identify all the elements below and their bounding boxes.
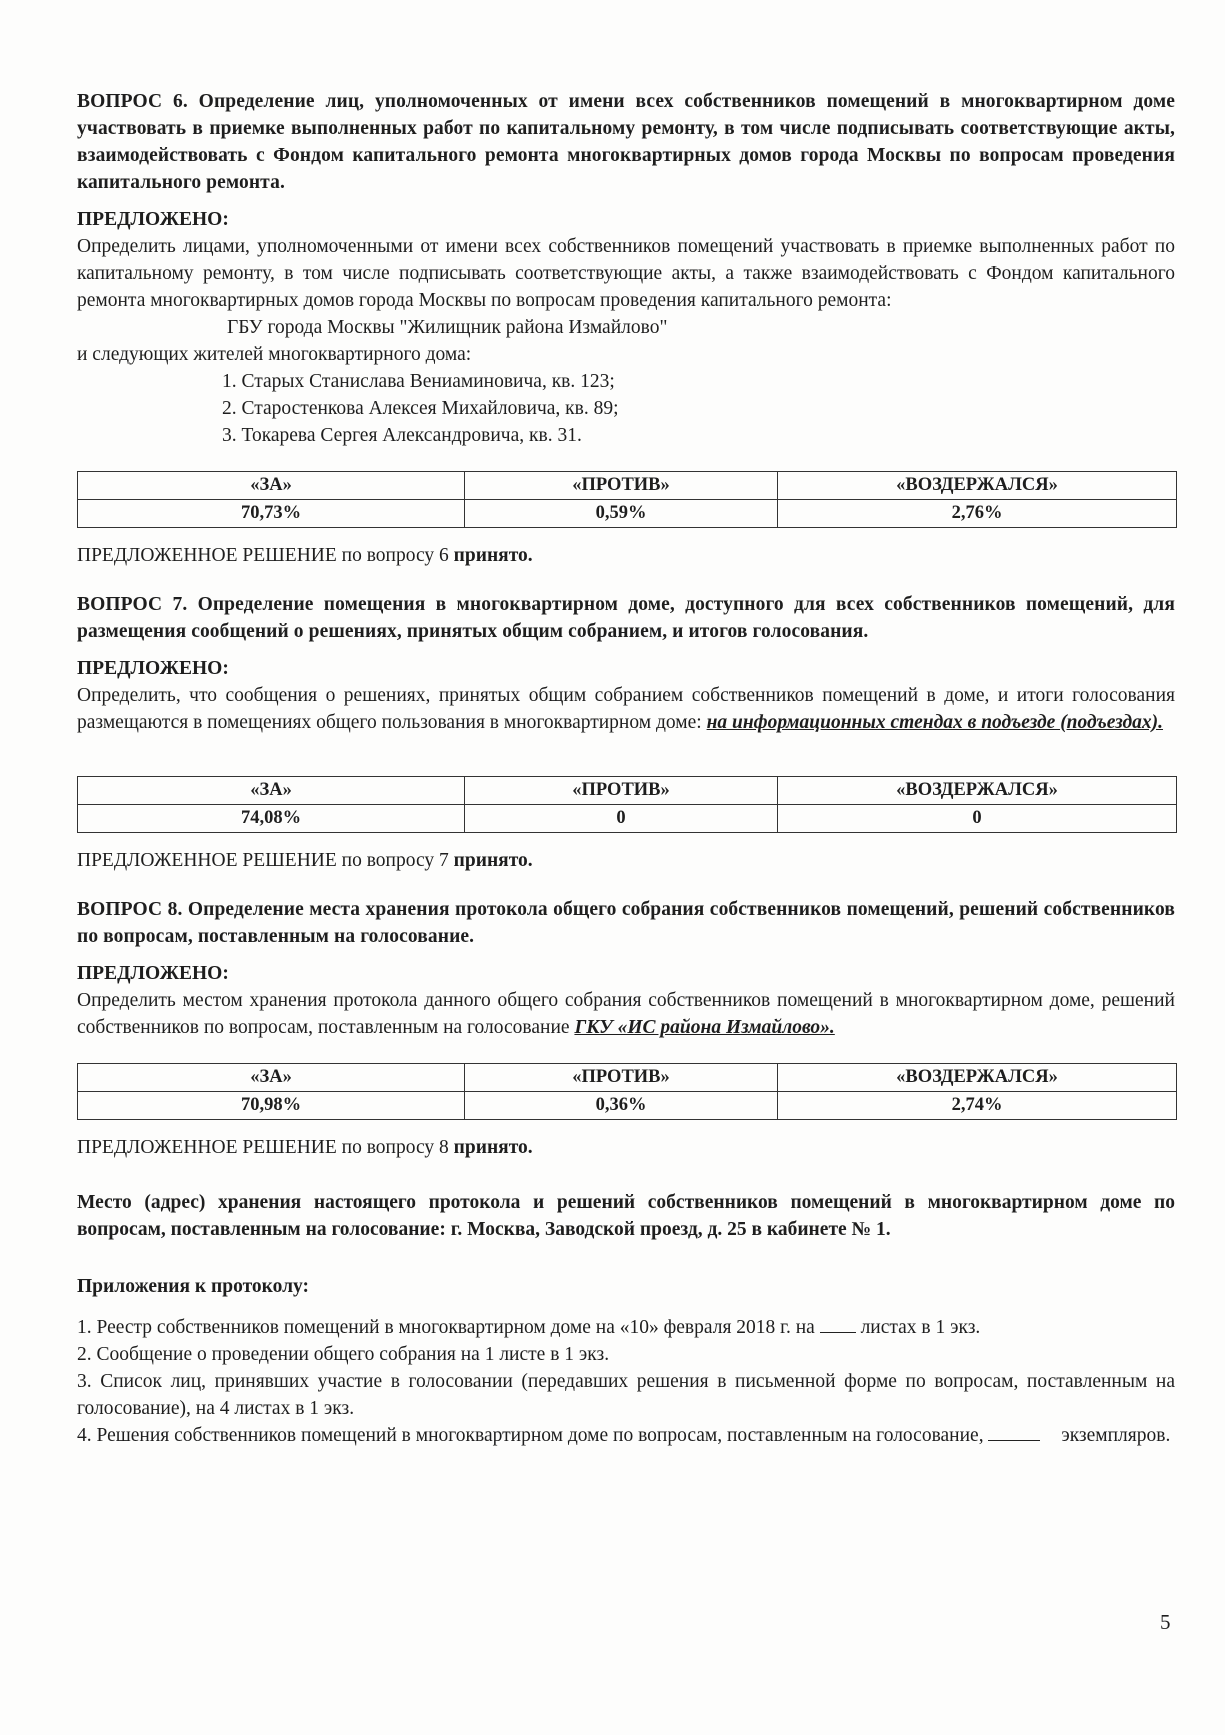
annex-label: Приложения к протоколу: <box>77 1276 310 1297</box>
annex-text: 4. Решения собственников помещений в многоквартирном доме по вопросам, поставленным на голосование, <box>77 1425 984 1446</box>
question-title: Определение помещения в многоквартирном доме, доступного для всех собственников помещений, для размещения сообщений о решениях, принятых общим собранием, и итогов голосования. <box>77 594 1175 642</box>
header-abstained: «ВОЗДЕРЖАЛСЯ» <box>778 1064 1177 1092</box>
decision-prefix: ПРЕДЛОЖЕННОЕ РЕШЕНИЕ по вопросу 8 <box>77 1137 449 1158</box>
header-against: «ПРОТИВ» <box>465 472 778 500</box>
header-against: «ПРОТИВ» <box>465 777 778 805</box>
proposed-label: ПРЕДЛОЖЕНО: <box>77 963 229 984</box>
organization-name: ГБУ города Москвы "Жилищник района Измайлово" <box>227 317 668 338</box>
page-number: 5 <box>1160 1610 1171 1634</box>
proposed-text <box>77 987 1175 1041</box>
header-for: «ЗА» <box>78 472 465 500</box>
resident-item: 2. Старостенкова Алексея Михайловича, кв. 89; <box>222 398 619 419</box>
question-title: Определение лиц, уполномоченных от имени всех собственников помещений в многоквартирном доме участвовать в приемке выполненных работ по капитальному ремонту, в том числе подписывать соответствующие акты, взаимодействовать с Фондом капитального ремонта многоквартирных домов города Москвы по вопросам проведения капитального ремонта. <box>77 91 1176 193</box>
votes-values-row <box>78 1092 1177 1120</box>
annex-list <box>77 1314 1175 1449</box>
question-6 <box>77 88 1175 569</box>
decision-result: принято. <box>453 850 533 871</box>
votes-table-q8 <box>77 1063 1177 1120</box>
value-abstained: 2,74% <box>778 1092 1177 1120</box>
decision-prefix: ПРЕДЛОЖЕННОЕ РЕШЕНИЕ по вопросу 7 <box>77 850 449 871</box>
annex-text: экземпляров. <box>1061 1425 1171 1446</box>
document-page <box>77 88 1175 1449</box>
annex-item: 3. Список лиц, принявших участие в голосовании (передавших решения в письменной форме по вопросам, поставленным на голосование), на 4 листах в 1 экз. <box>77 1371 1175 1419</box>
question-number: ВОПРОС 7. <box>77 594 188 615</box>
value-abstained: 0 <box>778 805 1177 833</box>
votes-header-row <box>78 777 1177 805</box>
value-for: 70,98% <box>78 1092 465 1120</box>
decision-line <box>77 542 1175 569</box>
storage-statement: Место (адрес) хранения настоящего протокола и решений собственников помещений в многоквартирном доме по вопросам, поставленным на голосование: г. Москва, Заводской проезд, д. 25 в кабинете № 1. <box>77 1192 1175 1240</box>
header-against: «ПРОТИВ» <box>465 1064 778 1092</box>
value-abstained: 2,76% <box>778 500 1177 528</box>
question-6-heading <box>77 88 1175 196</box>
header-for: «ЗА» <box>78 777 465 805</box>
proposed-label: ПРЕДЛОЖЕНО: <box>77 658 229 679</box>
decision-prefix: ПРЕДЛОЖЕННОЕ РЕШЕНИЕ по вопросу 6 <box>77 545 449 566</box>
proposed-text <box>77 682 1175 736</box>
blank-field <box>988 1423 1040 1441</box>
value-for: 70,73% <box>78 500 465 528</box>
decision-result: принято. <box>453 1137 533 1158</box>
question-7-heading <box>77 591 1175 645</box>
decision-line <box>77 1134 1175 1161</box>
proposed-emphasis: ГКУ «ИС района Измайлово». <box>574 1017 835 1038</box>
residents-intro: и следующих жителей многоквартирного дома: <box>77 344 472 365</box>
proposed-text: Определить лицами, уполномоченными от имени всех собственников помещений участвовать в приемке выполненных работ по капитальному ремонту, в том числе подписывать соответствующие акты, а также взаимодействовать с Фондом капитального ремонта многоквартирных домов города Москвы по вопросам проведения капитального ремонта: <box>77 236 1175 311</box>
header-abstained: «ВОЗДЕРЖАЛСЯ» <box>778 472 1177 500</box>
value-against: 0 <box>465 805 778 833</box>
resident-item: 1. Старых Станислава Вениаминовича, кв. 123; <box>222 371 615 392</box>
value-against: 0,59% <box>465 500 778 528</box>
value-for: 74,08% <box>78 805 465 833</box>
question-8 <box>77 896 1175 1161</box>
question-number: ВОПРОС 8. <box>77 899 183 920</box>
blank-field <box>820 1315 856 1333</box>
header-abstained: «ВОЗДЕРЖАЛСЯ» <box>778 777 1177 805</box>
decision-result: принято. <box>453 545 533 566</box>
votes-values-row <box>78 805 1177 833</box>
votes-table-q7 <box>77 776 1177 833</box>
question-7 <box>77 591 1175 874</box>
resident-item: 3. Токарева Сергея Александровича, кв. 31. <box>222 425 582 446</box>
votes-header-row <box>78 1064 1177 1092</box>
header-for: «ЗА» <box>78 1064 465 1092</box>
proposed-label: ПРЕДЛОЖЕНО: <box>77 209 229 230</box>
decision-line <box>77 847 1175 874</box>
question-8-heading <box>77 896 1175 950</box>
annex-item <box>77 1314 1175 1341</box>
proposed-body: Определить местом хранения протокола данного общего собрания собственников помещений в многоквартирном доме, решений собственников по вопросам, поставленным на голосование <box>77 990 1175 1038</box>
votes-table-q6 <box>77 471 1177 528</box>
annex-item: 2. Сообщение о проведении общего собрания на 1 листе в 1 экз. <box>77 1344 610 1365</box>
votes-values-row <box>78 500 1177 528</box>
proposed-emphasis: на информационных стендах в подъезде (подъездах). <box>706 712 1164 733</box>
votes-header-row <box>78 472 1177 500</box>
question-number: ВОПРОС 6. <box>77 91 188 112</box>
annex-text: листах в 1 экз. <box>860 1317 981 1338</box>
value-against: 0,36% <box>465 1092 778 1120</box>
question-title: Определение места хранения протокола общего собрания собственников помещений, решений собственников по вопросам, поставленным на голосование. <box>77 899 1175 947</box>
proposed-body: Определить, что сообщения о решениях, принятых общим собранием собственников помещений в доме, и итоги голосования размещаются в помещениях общего пользования в многоквартирном доме: <box>77 685 1175 733</box>
annex-text: 1. Реестр собственников помещений в многоквартирном доме на «10» февраля 2018 г. на <box>77 1317 815 1338</box>
annex-item <box>77 1422 1175 1449</box>
